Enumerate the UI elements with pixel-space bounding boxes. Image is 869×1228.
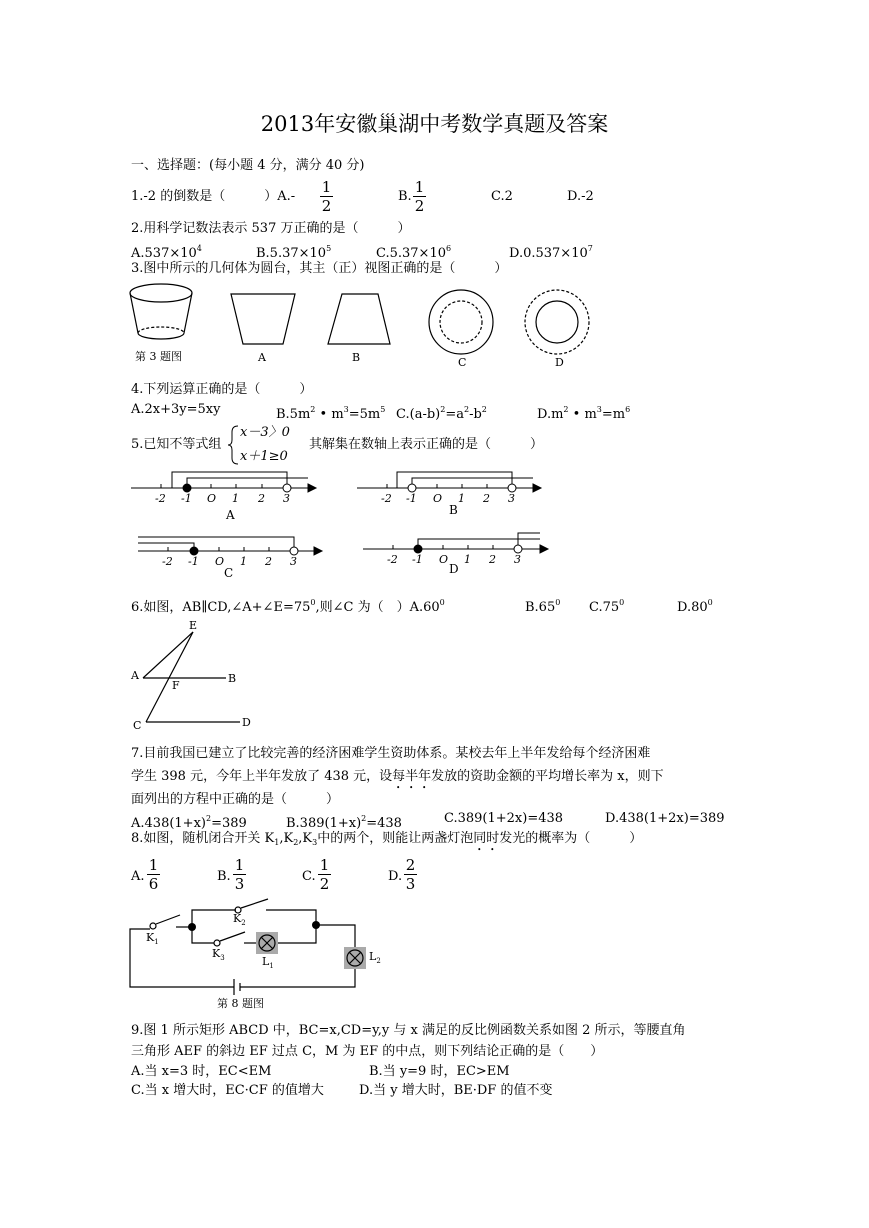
nld-label: D <box>449 562 459 576</box>
q2-d-text: D.0.537×10 <box>509 246 588 261</box>
q7-line2a: 学生 398 元，今年上半年发放了 438 元，设 <box>131 769 393 784</box>
q9-option-d: D.当 y 增大时，BE·DF 的值不变 <box>359 1083 553 1098</box>
q1-fb-den: 2 <box>414 197 425 215</box>
nld-tick-2: 2 <box>489 553 496 566</box>
q3-label-d: D <box>555 356 564 369</box>
nla-tick-3: 3 <box>283 492 290 505</box>
q6-option-d <box>677 595 713 616</box>
q2-option-a <box>131 241 202 262</box>
q3-fig-label: 第 3 题图 <box>135 350 182 363</box>
q5-ineq-2: x＋1≥0 <box>240 449 288 464</box>
point-a: A <box>131 669 139 682</box>
number-line-b <box>357 472 541 492</box>
nlb-tick-m1: -1 <box>406 492 417 505</box>
q8-fb-den: 3 <box>234 875 245 893</box>
k3-terminal <box>214 940 220 946</box>
q9-option-c: C.当 x 增大时，EC·CF 的值增大 <box>131 1083 324 1098</box>
q2-b-text: B.5.37×10 <box>256 246 327 261</box>
q2-b-exp: 5 <box>326 244 332 253</box>
q2-a-text: A.537×10 <box>131 246 197 261</box>
q9-line-1: 9.图 1 所示矩形 ABCD 中，BC=x,CD=y,y 与 x 满足的反比例函数关系如图 2 所示，等腰直角 <box>131 1023 686 1038</box>
q8-fd-den: 3 <box>405 875 416 893</box>
nld-tick-o: O <box>439 553 449 566</box>
number-line-b-ticks <box>381 492 515 505</box>
q4-d3: =m <box>601 407 626 422</box>
wire-bottom <box>240 969 355 987</box>
q4-d-e1: 2 <box>563 405 569 414</box>
q6-b-exp: 0 <box>555 598 561 607</box>
q8-fb-num: 1 <box>234 856 245 874</box>
q7-option-a <box>131 811 247 832</box>
q1-fb-num: 1 <box>414 178 425 196</box>
q4-c2: =a <box>445 407 464 422</box>
number-line-d-ticks <box>387 553 521 566</box>
number-line-c-ticks <box>162 555 297 568</box>
q4-b-e2: 3 <box>343 405 349 414</box>
k2-terminal <box>235 907 241 913</box>
q8-fa-num: 1 <box>148 856 159 874</box>
q4-option-a: A.2x+3y=5xy <box>131 402 221 417</box>
q6-option-c <box>589 595 624 616</box>
number-line-c <box>138 537 322 555</box>
q3-label-b: B <box>352 351 361 364</box>
option-c-circles <box>429 290 493 354</box>
q7-a-exp: 2 <box>205 814 212 823</box>
nlb-tick-o: O <box>433 492 443 505</box>
nld-tick-3: 3 <box>514 553 521 566</box>
lamp-l1-icon <box>256 932 278 954</box>
q4-d-e2: 3 <box>596 405 602 414</box>
point-c: C <box>133 719 142 732</box>
nlb-label: B <box>449 503 458 517</box>
nlc-tick-o: O <box>215 555 225 568</box>
q8-stem-d: 中的两个，则能让两盏灯泡 <box>317 831 474 846</box>
q8-option-b: B. <box>217 869 231 884</box>
q4-option-d <box>537 402 630 423</box>
q5-stem-2: 其解集在数轴上表示正确的是（ ） <box>309 437 544 452</box>
q3-stem: 3.图中所示的几何体为圆台，其主（正）视图正确的是（ ） <box>131 261 508 276</box>
nld-tick-1: 1 <box>464 553 471 566</box>
q2-stem: 2.用科学记数法表示 537 万正确的是（ ） <box>131 221 411 236</box>
q8-frac-d <box>404 856 417 893</box>
q7-b1: B.389(1+x) <box>286 816 362 831</box>
q1-option-c: C.2 <box>491 189 513 204</box>
q4-option-c <box>396 402 487 423</box>
q4-b2: • m <box>315 407 344 422</box>
frustum-figure <box>130 284 192 339</box>
q4-stem: 4.下列运算正确的是（ ） <box>131 382 313 397</box>
option-b-trapezoid <box>328 294 390 344</box>
q5-stem: 5.已知不等式组 <box>131 437 222 452</box>
q6-stem-exp: 0 <box>310 598 316 607</box>
q7-a1: A.438(1+x) <box>131 816 206 831</box>
section-heading: 一、选择题：(每小题 4 分，满分 40 分) <box>131 158 365 173</box>
q4-d-e3: 6 <box>625 405 631 414</box>
q7-line2-emph: 每半年 <box>392 769 432 784</box>
q2-a-exp: 4 <box>196 244 202 253</box>
q7-line2b: 发放的资助金额的平均增长率为 x，则下 <box>431 769 664 784</box>
q2-c-exp: 6 <box>446 244 452 253</box>
q7-line-1: 7.目前我国已建立了比较完善的经济困难学生资助体系。某校去年上半年发给每个经济困难 <box>131 746 651 761</box>
line-ec <box>146 632 193 722</box>
nlb-tick-1: 1 <box>458 492 465 505</box>
q6-a-exp: 0 <box>439 598 445 607</box>
q8-stem-e: 发光的概率为（ ） <box>499 831 643 846</box>
q8-sub-3: 3 <box>312 838 318 847</box>
nld-tick-m1: -1 <box>412 553 423 566</box>
q6-c: C.75 <box>589 600 620 615</box>
q8-stem <box>131 831 642 854</box>
q6-stem <box>131 595 445 616</box>
q4-c-e2: 2 <box>463 405 470 414</box>
nlc-tick-1: 1 <box>240 555 247 568</box>
q7-b-exp: 2 <box>361 814 367 823</box>
nlb-tick-m2: -2 <box>381 492 392 505</box>
q4-b-e1: 2 <box>310 405 316 414</box>
k1-blade <box>156 915 180 924</box>
q4-c3: -b <box>469 407 482 422</box>
nla-tick-1: 1 <box>232 492 239 505</box>
q2-option-c <box>376 241 451 262</box>
q8-frac-b <box>233 856 246 893</box>
q7-line-3: 面列出的方程中正确的是（ ） <box>131 792 340 807</box>
q7-line-2 <box>131 769 664 792</box>
label-k1: $K_1$ <box>146 931 159 946</box>
q5-brace <box>228 426 238 464</box>
nla-tick-m1: -1 <box>181 492 192 505</box>
q8-option-d: D. <box>388 869 403 884</box>
number-line-a-ticks <box>155 492 290 505</box>
nlc-tick-2: 2 <box>265 555 272 568</box>
q3-label-c: C <box>458 356 467 369</box>
wire-top-right <box>266 910 316 925</box>
q8-sub-1: 1 <box>274 838 280 847</box>
q4-b-e3: 5 <box>380 405 386 414</box>
nla-tick-m2: -2 <box>155 492 166 505</box>
point-d: D <box>242 716 251 729</box>
point-b: B <box>228 672 237 685</box>
point-e: E <box>189 619 198 632</box>
page-title: 2013年安徽巢湖中考数学真题及答案 <box>260 112 609 136</box>
q6-stem2: ,则∠C 为（ ）A.60 <box>315 600 440 615</box>
q4-d2: • m <box>568 407 597 422</box>
q7-b2: =438 <box>366 816 402 831</box>
q4-c-e3: 2 <box>481 405 487 414</box>
nlc-label: C <box>224 566 234 580</box>
q8-fd-num: 2 <box>405 856 416 874</box>
q1-fa-num: 1 <box>321 178 332 196</box>
q6-stem1: 6.如图，AB∥CD,∠A+∠E=75 <box>131 600 311 615</box>
q4-c-e1: 2 <box>440 405 446 414</box>
junction-left <box>188 923 196 931</box>
q8-stem-b: ,K <box>279 831 294 846</box>
q8-fa-den: 6 <box>148 875 159 893</box>
q6-d: D.80 <box>677 600 708 615</box>
q2-option-d <box>509 241 593 262</box>
q6-d-exp: 0 <box>707 598 713 607</box>
q4-b1: B.5m <box>276 407 311 422</box>
q2-c-text: C.5.37×10 <box>376 246 446 261</box>
wire-l1-node <box>278 925 316 943</box>
q8-stem-emph: 同时 <box>473 831 500 846</box>
q8-fig-label: 第 8 题图 <box>217 997 264 1010</box>
q6-option-b <box>525 595 560 616</box>
q7-a2: =389 <box>211 816 247 831</box>
point-f: F <box>172 679 180 692</box>
option-a-trapezoid <box>231 294 295 344</box>
q8-fc-den: 2 <box>319 875 330 893</box>
wire-left <box>130 929 234 987</box>
nla-tick-2: 2 <box>258 492 265 505</box>
k1-terminal <box>150 923 156 929</box>
label-k2: $K_2$ <box>233 912 246 927</box>
number-line-d <box>363 533 548 553</box>
q6-c-exp: 0 <box>619 598 625 607</box>
q1-fraction-b <box>413 178 426 215</box>
line-ae <box>143 632 193 678</box>
q8-frac-c <box>318 856 331 893</box>
label-l1: $L_1$ <box>262 955 274 970</box>
q4-d1: D.m <box>537 407 564 422</box>
nlc-tick-3: 3 <box>290 555 297 568</box>
q8-frac-a <box>147 856 160 893</box>
q1-option-b: B. <box>398 189 412 204</box>
q9-option-b: B.当 y=9 时，EC>EM <box>369 1064 510 1079</box>
q5-ineq-1: x－3〉0 <box>240 425 290 440</box>
q8-fc-num: 1 <box>319 856 330 874</box>
q9-option-a: A.当 x=3 时，EC<EM <box>131 1064 272 1079</box>
q8-stem-a: 8.如图，随机闭合开关 K <box>131 831 275 846</box>
wire-top-left <box>192 910 236 927</box>
q7-option-d: D.438(1+2x)=389 <box>605 811 725 826</box>
q4-option-b <box>276 402 385 423</box>
q8-option-a: A. <box>131 869 145 884</box>
q4-c1: C.(a-b) <box>396 407 441 422</box>
lamp-l2-icon <box>344 947 366 969</box>
q8-sub-2: 2 <box>293 838 299 847</box>
nla-label: A <box>226 508 235 522</box>
q9-line-2: 三角形 AEF 的斜边 EF 过点 C，M 为 EF 的中点，则下列结论正确的是（ ） <box>131 1044 604 1059</box>
option-d-circles <box>525 290 589 354</box>
label-l2: $L_2$ <box>369 950 381 965</box>
q1-fraction-a <box>320 178 333 215</box>
label-k3: $K_3$ <box>212 947 225 962</box>
nlb-tick-3: 3 <box>508 492 515 505</box>
q2-d-exp: 7 <box>587 244 593 253</box>
q1-fa-den: 2 <box>321 197 332 215</box>
q1-stem: 1.-2 的倒数是（ ）A.- <box>131 189 296 204</box>
k3-blade <box>220 932 245 941</box>
wire-lower-left <box>192 927 214 943</box>
q6-b: B.65 <box>525 600 556 615</box>
q1-option-d: D.-2 <box>567 189 594 204</box>
q7-option-c: C.389(1+2x)=438 <box>444 811 564 826</box>
q4-b3: =5m <box>348 407 381 422</box>
q8-option-c: C. <box>302 869 316 884</box>
q8-stem-c: ,K <box>298 831 313 846</box>
number-line-a <box>131 472 316 492</box>
k2-blade <box>241 899 268 908</box>
q7-option-b <box>286 811 402 832</box>
nld-tick-m2: -2 <box>387 553 398 566</box>
junction-right <box>312 921 320 929</box>
nlc-tick-m2: -2 <box>162 555 173 568</box>
q2-option-b <box>256 241 331 262</box>
nla-tick-o: O <box>207 492 217 505</box>
q3-label-a: A <box>258 351 266 364</box>
nlc-tick-m1: -1 <box>188 555 199 568</box>
wire-node-l2 <box>316 925 355 947</box>
nlb-tick-2: 2 <box>483 492 490 505</box>
